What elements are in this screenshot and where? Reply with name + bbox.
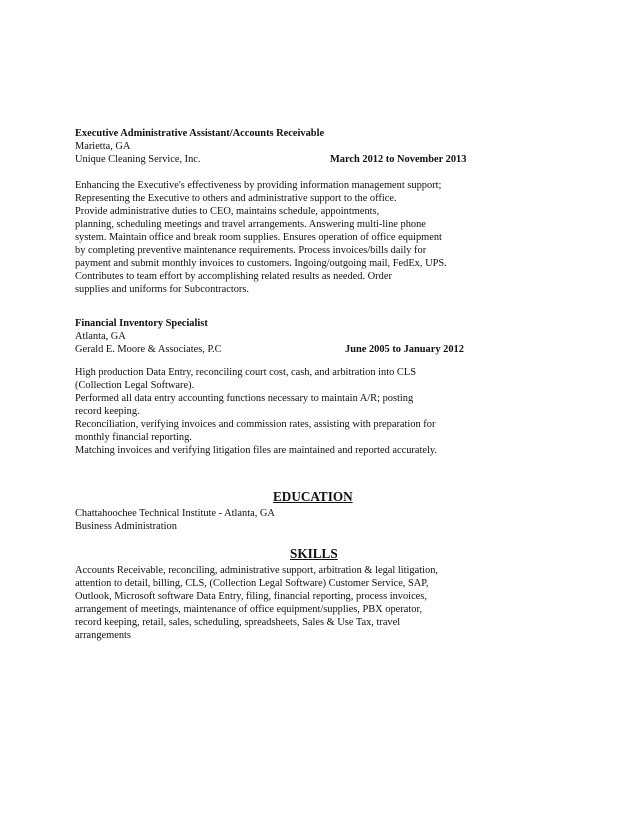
- job2-desc-line: Reconciliation, verifying invoices and commission rates, assisting with preparation for: [75, 419, 436, 430]
- skills-line: attention to detail, billing, CLS, (Collection Legal Software) Customer Service, SAP,: [75, 578, 429, 589]
- job2-desc-line: Performed all data entry accounting functions necessary to maintain A/R; posting: [75, 393, 414, 404]
- job1-dates: March 2012 to November 2013: [330, 154, 467, 165]
- job1-location: Marietta, GA: [75, 141, 131, 152]
- job2-location: Atlanta, GA: [75, 331, 126, 342]
- job1-title: Executive Administrative Assistant/Accounts Receivable: [75, 128, 325, 139]
- skills-list: [75, 564, 495, 642]
- skills-line: Outlook, Microsoft software Data Entry, filing, financial reporting, process invoices,: [75, 591, 427, 602]
- job1-description: [75, 179, 495, 296]
- skills-line: arrangement of meetings, maintenance of office equipment/supplies, PBX operator,: [75, 604, 423, 615]
- skills-line: record keeping, retail, sales, scheduling, spreadsheets, Sales & Use Tax, travel: [75, 617, 401, 628]
- job2-desc-line: Matching invoices and verifying litigation files are maintained and reported accurately.: [75, 445, 437, 456]
- job2-dates: June 2005 to January 2012: [345, 344, 464, 355]
- job2-description: [75, 366, 495, 457]
- job2-company: Gerald E. Moore & Associates, P.C: [75, 344, 222, 355]
- job2-title: Financial Inventory Specialist: [75, 318, 208, 329]
- skills-line: Accounts Receivable, reconciling, administrative support, arbitration & legal litigation,: [75, 565, 438, 576]
- education-line: Chattahoochee Technical Institute - Atlanta, GA: [75, 508, 275, 519]
- job1-desc-line: Provide administrative duties to CEO, maintains schedule, appointments,: [75, 206, 380, 217]
- job1-desc-line: supplies and uniforms for Subcontractors.: [75, 284, 250, 295]
- job1-desc-line: Enhancing the Executive's effectiveness by providing information management support;: [75, 180, 442, 191]
- job1-desc-line: Representing the Executive to others and administrative support to the office.: [75, 193, 397, 204]
- job1-desc-line: planning, scheduling meetings and travel arrangements. Answering multi-line phone: [75, 219, 426, 230]
- job2-desc-line: record keeping.: [75, 406, 140, 417]
- job1-desc-line: Contributes to team effort by accomplishing related results as needed. Order: [75, 271, 392, 282]
- job2-desc-line: monthly financial reporting.: [75, 432, 192, 443]
- job1-desc-line: system. Maintain office and break room supplies. Ensures operation of office equipment: [75, 232, 442, 243]
- education-line: Business Administration: [75, 521, 177, 532]
- education-heading: EDUCATION: [273, 489, 353, 504]
- job1-desc-line: by completing preventive maintenance requirements. Process invoices/bills daily for: [75, 245, 427, 256]
- job2-desc-line: High production Data Entry, reconciling court cost, cash, and arbitration into CLS: [75, 367, 416, 378]
- skills-heading: SKILLS: [290, 546, 338, 561]
- job2-desc-line: (Collection Legal Software).: [75, 380, 195, 391]
- job1-desc-line: payment and submit monthly invoices to customers. Ingoing/outgoing mail, FedEx, UPS.: [75, 258, 447, 269]
- job1-company: Unique Cleaning Service, Inc.: [75, 154, 201, 165]
- skills-line: arrangements: [75, 630, 131, 641]
